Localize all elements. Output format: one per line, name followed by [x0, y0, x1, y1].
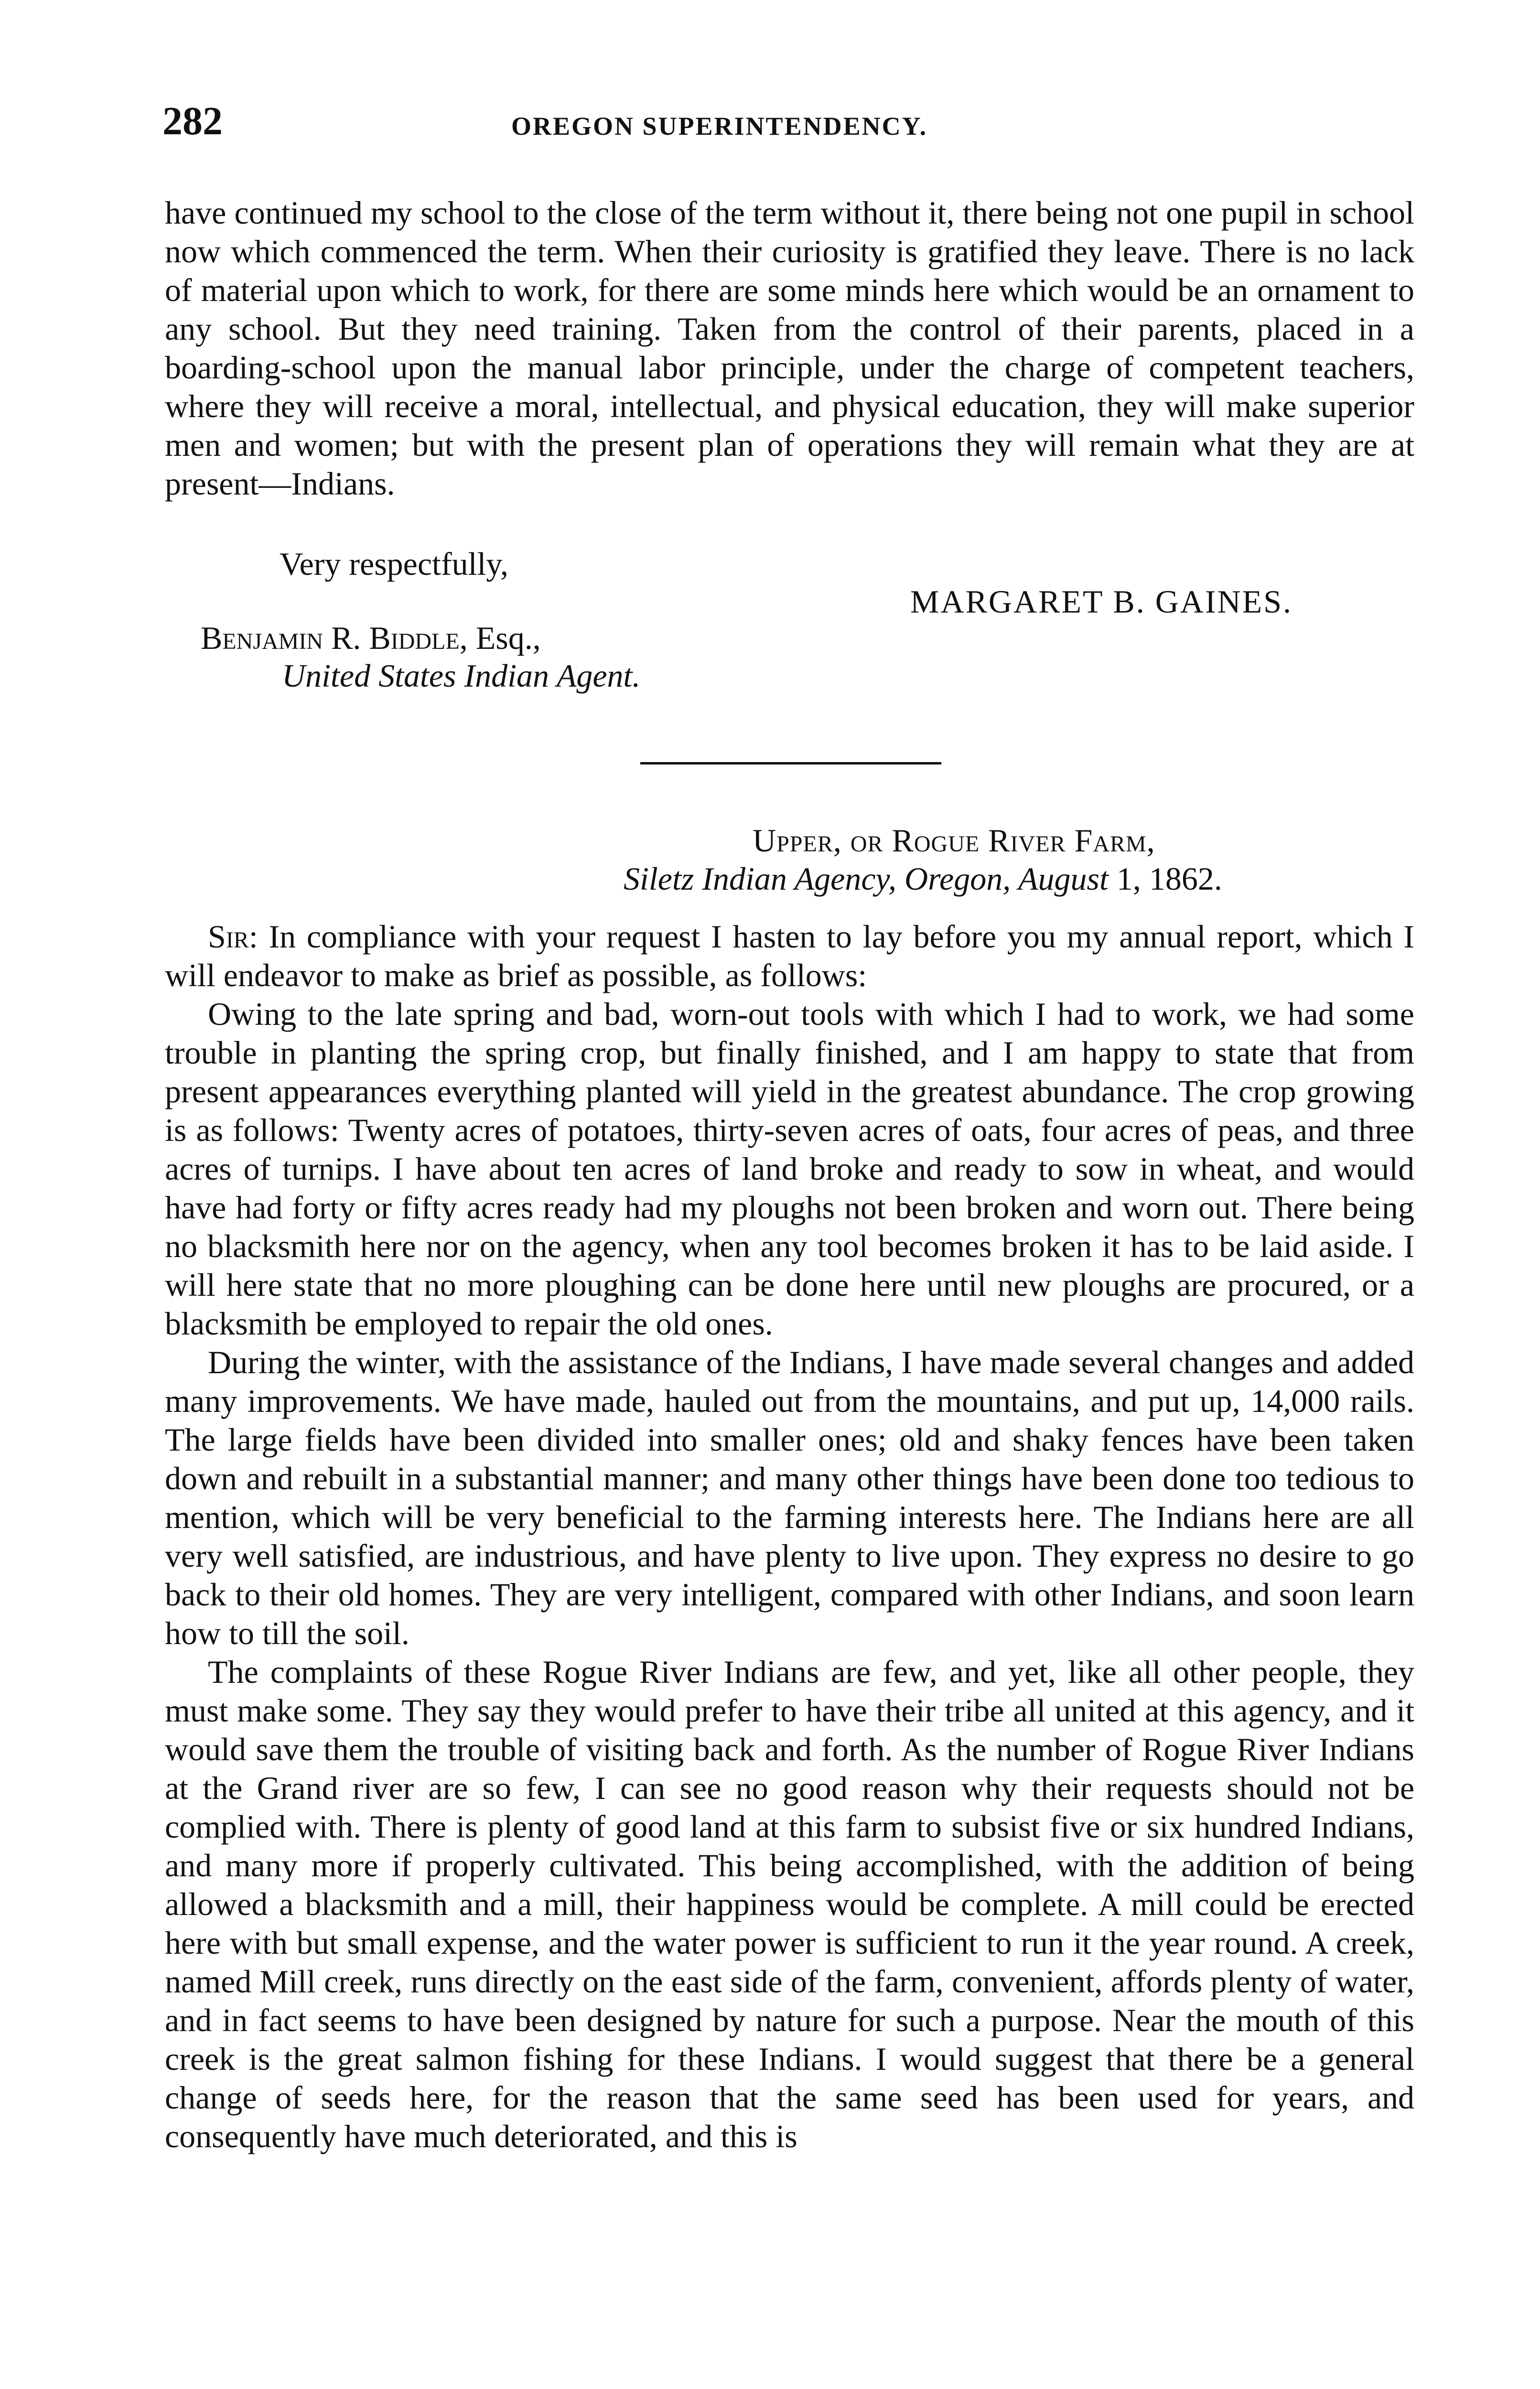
paragraph: Owing to the late spring and bad, worn-out tools with which I had to work, we had some trouble in planting the spring crop, but finally finished, and I am happy to state that from present appearances everything planted will yield in the greatest abundance. The crop growing is as follows: Twenty acres of potatoes, thirty-seven acres of oats, four acres of peas, and three acres of turnips. I have about ten acres of land broke and ready to sow in wheat, and would have had forty or fifty acres ready had my ploughs not been broken and worn out. There being no blacksmith here nor on the agency, when any tool becomes broken it has to be laid aside. I will here state that no more ploughing can be done here until new ploughs are procured, or a blacksmith be employed to repair the old ones. — [165, 996, 1414, 1342]
addressee-suffix: , Esq., — [459, 620, 541, 656]
running-head: OREGON SUPERINTENDENCY. — [511, 112, 928, 140]
letter-closing: Very respectfully, — [280, 546, 508, 582]
dateline-place: Upper, or Rogue River Farm, — [753, 822, 1155, 859]
paragraph: The complaints of these Rogue River Indians are few, and yet, like all other people, they must make some. They say they would prefer to have their tribe all united at this agency, and it would save them the trouble of visiting back and forth. As the number of Rogue River Indians at the Grand river are so few, I can see no good reason why their requests should not be complied with. There is plenty of good land at this farm to subsist five or six hundred Indians, and many more if properly cultivated. This being accomplished, with the addition of being allowed a blacksmith and a mill, their happiness would be complete. A mill could be erected here with but small expense, and the water power is sufficient to run it the year round. A creek, named Mill creek, runs directly on the east side of the farm, convenient, affords plenty of water, and in fact seems to have been designed by nature for such a purpose. Near the mouth of this creek is the great salmon fishing for these Indians. I would suggest that there be a general change of seeds here, for the reason that the same seed has been used for years, and consequently have much deteriorated, and this is — [165, 1654, 1414, 2154]
section-divider — [640, 762, 941, 764]
page-number: 282 — [162, 99, 223, 143]
addressee — [201, 619, 541, 657]
dateline-agency — [624, 860, 1222, 898]
addressee-title: United States Indian Agent. — [282, 657, 641, 694]
dateline-date: 1, 1862. — [1108, 861, 1222, 897]
salutation: Sir — [208, 918, 249, 955]
paragraph: During the winter, with the assistance of the Indians, I have made several changes and added many improvements. We have made, hauled out from the mountains, and put up, 14,000 rails. The large fields have been divided into smaller ones; old and shaky fences have been taken down and rebuilt in a substantial manner; and many other things have been done too tedious to mention, which will be very beneficial to the farming interests here. The Indians here are all very well satisfied, are industrious, and have plenty to live upon. They express no desire to go back to their old homes. They are very intelligent, compared with other Indians, and soon learn how to till the soil. — [165, 1344, 1414, 1651]
letter-body — [165, 917, 1414, 2156]
letter-continuation: have continued my school to the close of the term without it, there being not one pupil in school now which commenced the term. When their curiosity is gratified they leave. There is no lack of material upon which to work, for there are some minds here which would be an ornament to any school. But they need training. Taken from the control of their parents, placed in a boarding-school upon the manual labor principle, under the charge of competent teachers, where they will receive a moral, intellectual, and physical education, they will make superior men and women; but with the present plan of operations they will remain what they are at present—Indians. — [165, 194, 1414, 502]
addressee-name: Benjamin R. Biddle — [201, 620, 460, 656]
dateline-agency-text: Siletz Indian Agency, Oregon, August — [624, 861, 1109, 897]
signature: MARGARET B. GAINES. — [910, 583, 1293, 620]
paragraph-text: : In compliance with your request I hasten to lay before you my annual report, which I will endeavor to make as brief as possible, as follows: — [165, 918, 1414, 993]
page-header — [162, 98, 1414, 160]
paragraph-salutation — [165, 917, 1414, 995]
